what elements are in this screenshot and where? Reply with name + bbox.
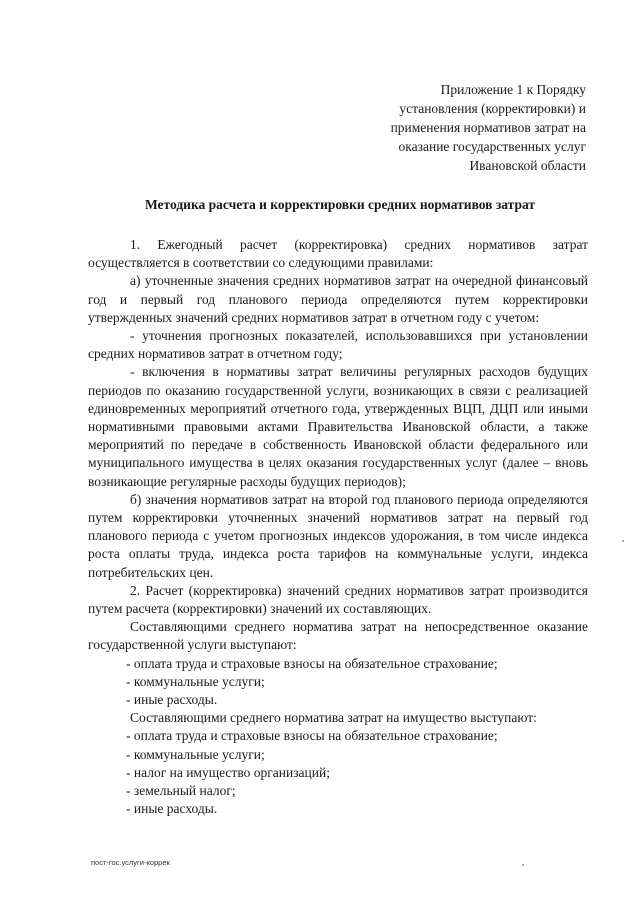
paragraph-4: Составляющими среднего норматива затрат на имущество выступают: (130, 710, 537, 726)
list-item: - налог на имущество организаций; (126, 764, 330, 780)
scan-speck (522, 864, 524, 866)
appendix-line: применения нормативов затрат на (390, 120, 586, 135)
dash-item-1: - уточнения прогнозных показателей, использовавшихся при установлении средних нормативов затрат в отчетном году; (88, 328, 588, 362)
list-item: - иные расходы. (126, 692, 218, 708)
appendix-line: Ивановской области (469, 158, 586, 173)
paragraph-a: а) уточненные значения средних нормативов затрат на очередной финансовый год и первый год планового периода определяются путем корректировки утвержденных значений средних нормативов затрат в отчетном году с учетом: (88, 273, 588, 325)
list-item: - оплата труда и страховые взносы на обязательное страхование; (126, 728, 498, 744)
paragraph-3: Составляющими среднего норматива затрат на непосредственное оказание государственной услуги выступают: (88, 619, 588, 653)
appendix-header (326, 80, 586, 175)
list-item: - коммунальные услуги; (126, 746, 265, 762)
scan-speck (622, 540, 624, 542)
dash-item-2: - включения в нормативы затрат величины регулярных расходов будущих периодов по оказанию государственной услуги, возникающих в связи с реализацией единовременных мероприятий отчетного года, утвержденных ВЦП, ДЦП или иными нормативными правовыми актами Правительства Ивановской области, а также мероприятий по передаче в собственность Ивановской области федерального или муниципального имущества в целях оказания государственных услуг (далее – вновь возникающие регулярные расходы будущих периодов); (88, 364, 588, 489)
document-title: Методика расчета и корректировки средних нормативов затрат (144, 197, 536, 212)
list-item: - земельный налог; (126, 783, 236, 799)
list-item: - коммунальные услуги; (126, 673, 265, 689)
paragraph-2: 2. Расчет (корректировка) значений средних нормативов затрат производится путем расчета (корректировки) значений их составляющих. (88, 582, 588, 617)
list-item: - оплата труда и страховые взносы на обязательное страхование; (126, 655, 498, 671)
paragraph-b: б) значения нормативов затрат на второй год планового периода определяются путем корректировки уточненных значений нормативов затрат на первый год планового периода с учетом прогнозных индексов удорожания, в том числе индекса роста оплаты труда, индекса роста тарифов на коммунальные услуги, индекса потребительских цен. (88, 491, 588, 580)
appendix-line: оказание государственных услуг (398, 139, 586, 154)
appendix-line: Приложение 1 к Порядку (440, 82, 586, 97)
list-item: - иные расходы. (126, 801, 218, 817)
footer-filename: пост-гос.услуги-коррек (91, 858, 170, 867)
paragraph-1: 1. Ежегодный расчет (корректировка) средних нормативов затрат осуществляется в соответствии со следующими правилами: (88, 237, 588, 271)
document-body (88, 236, 588, 819)
appendix-line: установления (корректировки) и (399, 101, 586, 116)
